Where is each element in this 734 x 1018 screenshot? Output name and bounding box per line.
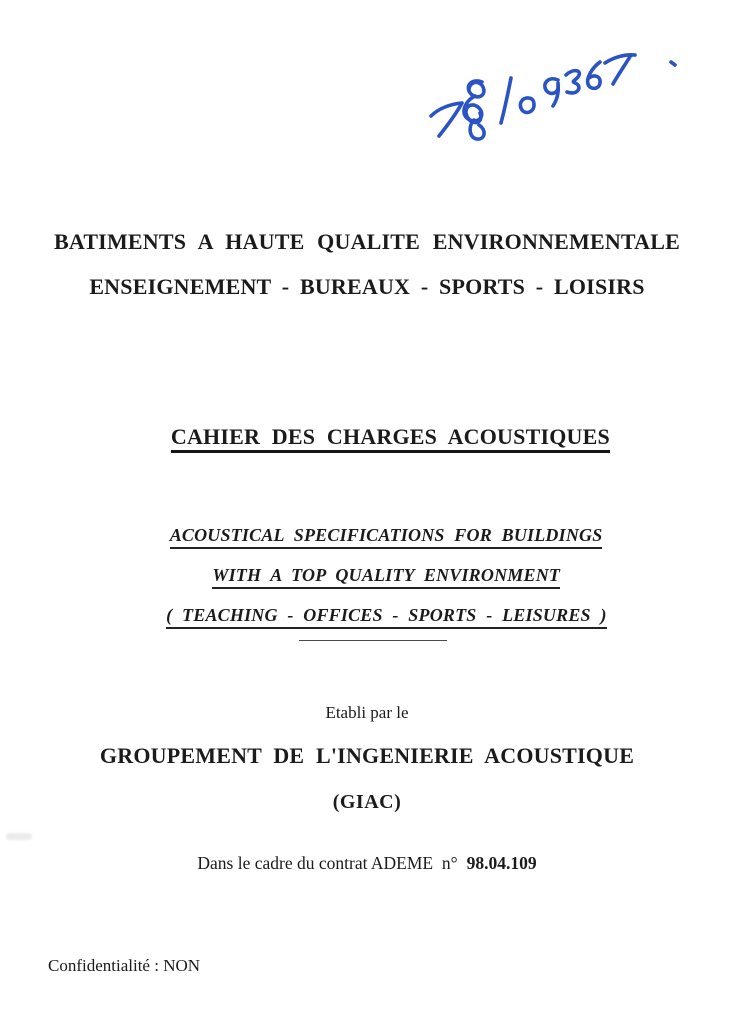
subject-heading-fr xyxy=(0,398,734,476)
handwritten-number xyxy=(415,46,705,150)
contract-prefix: Dans le cadre du contrat ADEME n° xyxy=(197,853,458,873)
contract-number: 98.04.109 xyxy=(466,853,537,873)
subject-heading-en-line-1-text: ACOUSTICAL SPECIFICATIONS FOR BUILDINGS xyxy=(170,525,603,549)
title-line-2: ENSEIGNEMENT - BUREAUX - SPORTS - LOISIRS xyxy=(89,274,645,299)
issuer-acronym: (GIAC) xyxy=(332,791,402,813)
contract-line xyxy=(0,853,734,874)
issuer-organization: GROUPEMENT DE L'INGENIERIE ACOUSTIQUE xyxy=(99,743,635,768)
scan-artifact xyxy=(6,833,32,840)
handwriting-strokes xyxy=(431,55,675,139)
subject-heading-en-line-3-text: ( TEACHING - OFFICES - SPORTS - LEISURES ) xyxy=(166,605,606,629)
confidentiality-label: Confidentialité : NON xyxy=(48,956,201,975)
title-line-1: BATIMENTS A HAUTE QUALITE ENVIRONNEMENTALE xyxy=(53,229,681,254)
subject-heading-en-line-2-text: WITH A TOP QUALITY ENVIRONMENT xyxy=(212,565,560,589)
subject-heading-en-line-3 xyxy=(0,584,734,647)
section-divider xyxy=(299,640,447,641)
subject-heading-fr-text: CAHIER DES CHARGES ACOUSTIQUES xyxy=(171,424,610,453)
prepared-by-label: Etabli par le xyxy=(325,703,409,722)
